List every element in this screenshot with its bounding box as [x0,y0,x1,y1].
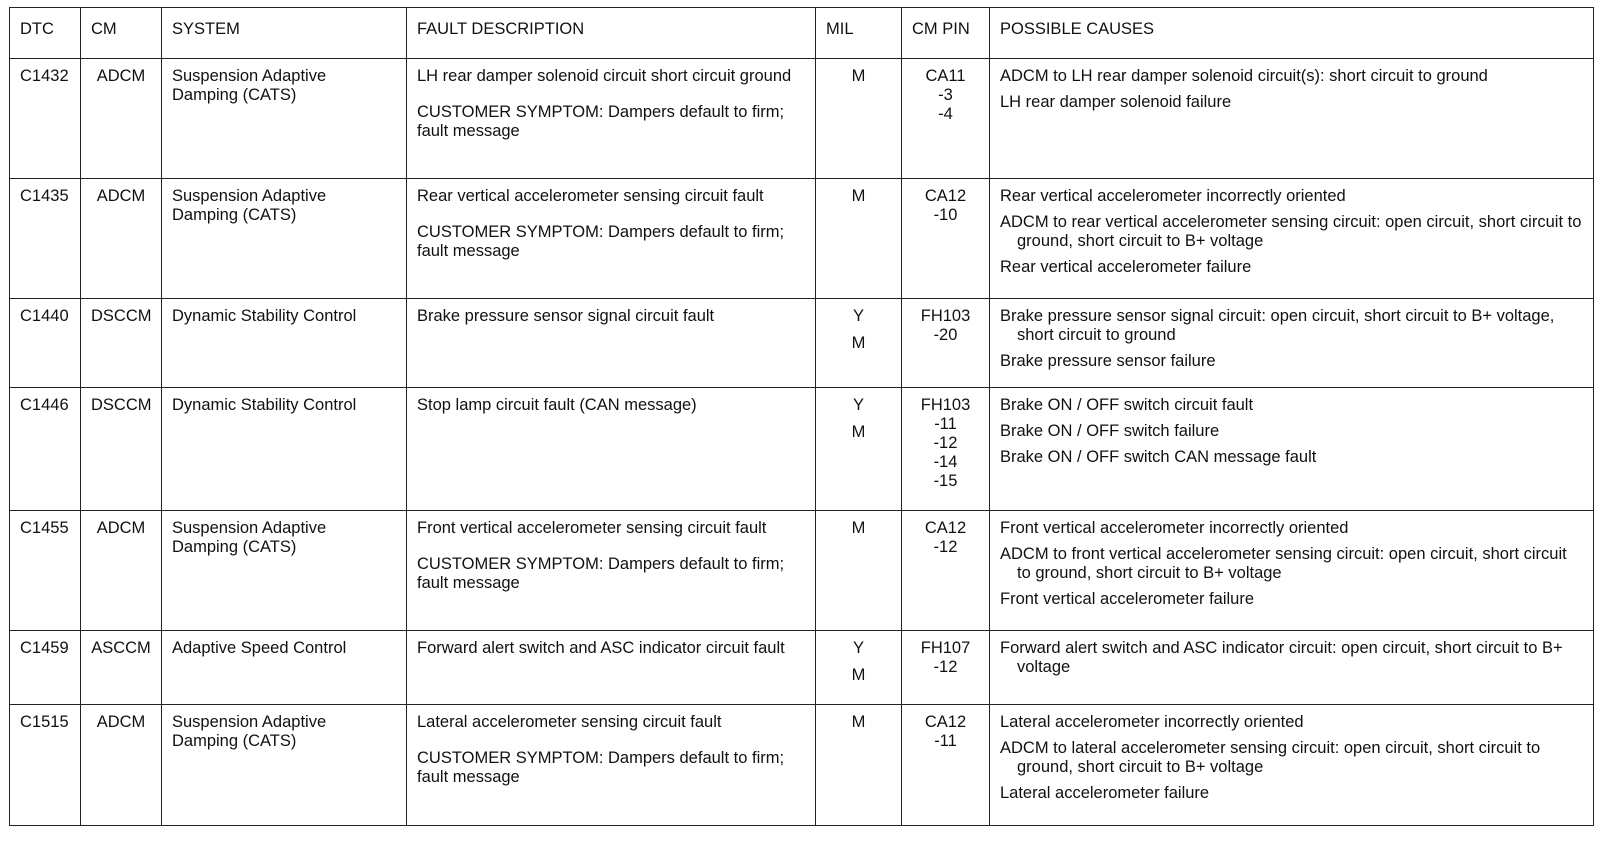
table-row [10,511,1594,631]
system-name: Dynamic Stability Control [162,299,407,388]
mil-indicator [816,631,902,705]
mil-value: M [851,423,866,441]
header-mil: MIL [816,8,902,59]
fault-description [407,299,816,388]
pin-value: -3 [938,86,953,104]
dtc-code: C1440 [10,299,81,388]
pin-value: CA12 [924,713,967,731]
header-cm-pin: CM PIN [902,8,990,59]
header-cm: CM [81,8,162,59]
table-row [10,299,1594,388]
table-body [10,59,1594,826]
fault-text: LH rear damper solenoid circuit short circuit ground [417,67,792,85]
mil-value: M [851,334,866,352]
header-possible-causes: POSSIBLE CAUSES [990,8,1594,59]
pin-value: FH103 [920,307,971,325]
system-name: Suspension Adaptive Damping (CATS) [162,511,407,631]
cause-item: Lateral accelerometer failure [1000,784,1210,802]
pin-value: -14 [933,453,958,471]
cause-item: ADCM to lateral accelerometer sensing circuit: open circuit, short circuit to ground, short circuit to B+ voltage [1000,739,1541,776]
control-module: DSCCM [81,299,162,388]
dtc-code: C1432 [10,59,81,179]
customer-symptom: CUSTOMER SYMPTOM: Dampers default to firm; fault message [417,555,785,592]
pin-value: -12 [933,658,958,676]
header-system: SYSTEM [162,8,407,59]
dtc-code: C1446 [10,388,81,511]
pin-value: -12 [933,434,958,452]
pin-value: FH107 [920,639,971,657]
mil-value: M [851,187,866,205]
possible-causes [990,511,1594,631]
fault-text: Front vertical accelerometer sensing circuit fault [417,519,767,537]
control-module: ADCM [81,511,162,631]
dtc-code: C1515 [10,705,81,826]
pin-value: -10 [933,206,958,224]
pin-value: FH103 [920,396,971,414]
customer-symptom: CUSTOMER SYMPTOM: Dampers default to firm; fault message [417,103,785,140]
mil-value: M [851,519,866,537]
table-row [10,59,1594,179]
table-row [10,631,1594,705]
cm-pin [902,299,990,388]
table-row [10,179,1594,299]
dtc-code: C1455 [10,511,81,631]
cause-item: Brake pressure sensor signal circuit: open circuit, short circuit to B+ voltage, short circuit to ground [1000,307,1555,344]
possible-causes [990,59,1594,179]
mil-indicator [816,511,902,631]
cause-item: ADCM to rear vertical accelerometer sensing circuit: open circuit, short circuit to ground, short circuit to B+ voltage [1000,213,1582,250]
fault-text: Stop lamp circuit fault (CAN message) [417,396,697,414]
pin-value: CA11 [925,67,966,85]
header-row [10,8,1594,59]
pin-value: -4 [938,105,953,123]
cause-item: Rear vertical accelerometer incorrectly oriented [1000,187,1346,205]
fault-text: Lateral accelerometer sensing circuit fault [417,713,722,731]
control-module: ADCM [81,59,162,179]
mil-indicator [816,388,902,511]
mil-value: Y [852,307,864,325]
possible-causes [990,388,1594,511]
cause-item: LH rear damper solenoid failure [1000,93,1232,111]
pin-value: CA12 [924,187,967,205]
cause-item: Brake ON / OFF switch CAN message fault [1000,448,1317,466]
dtc-code: C1459 [10,631,81,705]
mil-indicator [816,59,902,179]
cause-item: Rear vertical accelerometer failure [1000,258,1252,276]
cause-item: Lateral accelerometer incorrectly oriented [1000,713,1304,731]
header-fault-description: FAULT DESCRIPTION [407,8,816,59]
fault-description [407,388,816,511]
pin-value: -20 [933,326,958,344]
fault-text: Forward alert switch and ASC indicator circuit fault [417,639,785,657]
control-module: ASCCM [81,631,162,705]
fault-description [407,631,816,705]
cause-item: Brake ON / OFF switch circuit fault [1000,396,1254,414]
system-name: Dynamic Stability Control [162,388,407,511]
fault-text: Brake pressure sensor signal circuit fault [417,307,715,325]
mil-indicator [816,705,902,826]
system-name: Suspension Adaptive Damping (CATS) [162,179,407,299]
pin-value: CA12 [924,519,967,537]
cause-item: Forward alert switch and ASC indicator circuit: open circuit, short circuit to B+ voltage [1000,639,1563,676]
system-name: Suspension Adaptive Damping (CATS) [162,705,407,826]
customer-symptom: CUSTOMER SYMPTOM: Dampers default to firm; fault message [417,223,785,260]
cause-item: Brake ON / OFF switch failure [1000,422,1220,440]
cause-item: ADCM to front vertical accelerometer sensing circuit: open circuit, short circuit to ground, short circuit to B+ voltage [1000,545,1567,582]
cm-pin [902,59,990,179]
control-module: ADCM [81,179,162,299]
header-dtc: DTC [10,8,81,59]
cm-pin [902,511,990,631]
cause-item: Brake pressure sensor failure [1000,352,1216,370]
cm-pin [902,631,990,705]
table-row [10,388,1594,511]
pin-value: -12 [933,538,958,556]
fault-description [407,59,816,179]
table-row [10,705,1594,826]
pin-value: -15 [933,472,958,490]
mil-value: M [851,713,866,731]
system-name: Suspension Adaptive Damping (CATS) [162,59,407,179]
mil-indicator [816,299,902,388]
control-module: DSCCM [81,388,162,511]
cm-pin [902,179,990,299]
dtc-code: C1435 [10,179,81,299]
possible-causes [990,179,1594,299]
possible-causes [990,299,1594,388]
mil-value: M [851,666,866,684]
possible-causes [990,705,1594,826]
system-name: Adaptive Speed Control [162,631,407,705]
fault-text: Rear vertical accelerometer sensing circuit fault [417,187,764,205]
cause-item: ADCM to LH rear damper solenoid circuit(s): short circuit to ground [1000,67,1488,85]
pin-value: -11 [934,732,957,750]
fault-description [407,179,816,299]
control-module: ADCM [81,705,162,826]
fault-description [407,511,816,631]
fault-description [407,705,816,826]
cause-item: Front vertical accelerometer incorrectly oriented [1000,519,1349,537]
pin-value: -11 [934,415,957,433]
cm-pin [902,388,990,511]
mil-value: Y [852,396,864,414]
customer-symptom: CUSTOMER SYMPTOM: Dampers default to firm; fault message [417,749,785,786]
mil-value: Y [852,639,864,657]
dtc-table [9,7,1594,826]
mil-value: M [851,67,866,85]
mil-indicator [816,179,902,299]
possible-causes [990,631,1594,705]
cm-pin [902,705,990,826]
cause-item: Front vertical accelerometer failure [1000,590,1255,608]
